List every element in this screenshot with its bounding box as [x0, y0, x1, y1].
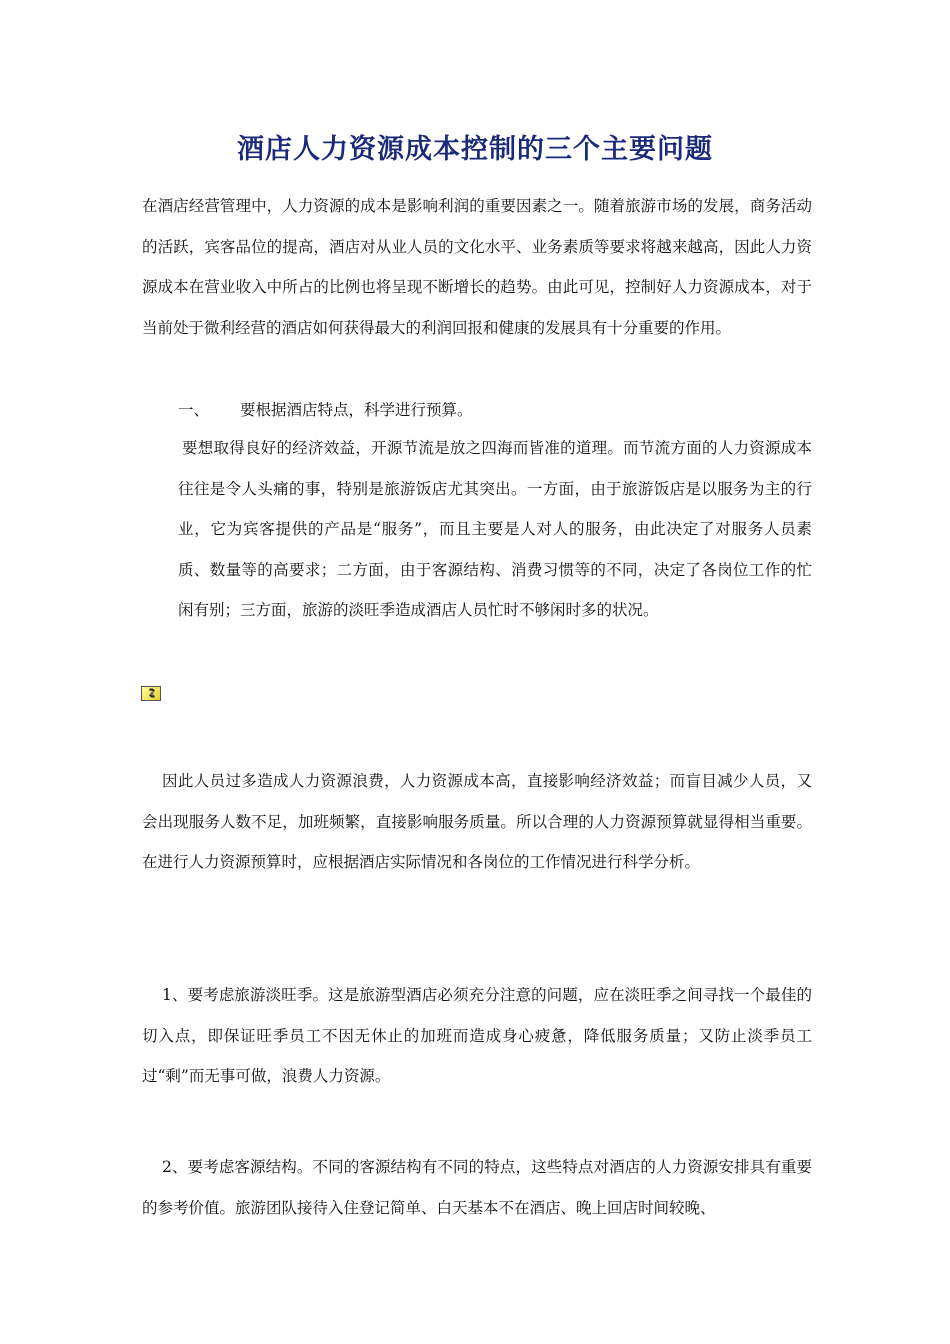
section-heading: [178, 394, 473, 426]
point-2-paragraph: 2、要考虑客源结构。不同的客源结构有不同的特点，这些特点对酒店的人力资源安排具有重要的参考价值。旅游团队接待入住登记简单、白天基本不在酒店、晚上回店时间较晚、: [142, 1158, 812, 1217]
intro-paragraph: 在酒店经营管理中，人力资源的成本是影响利润的重要因素之一。随着旅游市场的发展，商务活动的活跃，宾客品位的提高，酒店对从业人员的文化水平、业务素质等要求将越来越高，因此人力资源成本在营业收入中所占的比例也将呈现不断增长的趋势。由此可见，控制好人力资源成本，对于当前处于微利经营的酒店如何获得最大的利润回报和健康的发展具有十分重要的作用。: [142, 197, 812, 337]
staffing-paragraph: 因此人员过多造成人力资源浪费，人力资源成本高，直接影响经济效益；而盲目减少人员，又会出现服务人数不足，加班频繁，直接影响服务质量。所以合理的人力资源预算就显得相当重要。在进行人力资源预算时，应根据酒店实际情况和各岗位的工作情况进行科学分析。: [142, 772, 812, 871]
point-1-paragraph: 1、要考虑旅游淡旺季。这是旅游型酒店必须充分注意的问题，应在淡旺季之间寻找一个最佳的切入点，即保证旺季员工不因无休止的加班而造成身心疲惫，降低服务质量；又防止淡季员工过“剩”而无事可做，浪费人力资源。: [142, 986, 812, 1085]
document-title: 酒店人力资源成本控制的三个主要问题: [237, 134, 713, 165]
section-number: 一、: [178, 401, 210, 419]
ole-object-icon: [144, 687, 160, 700]
section-heading-text: 要根据酒店特点，科学进行预算。: [240, 401, 473, 419]
section-body-paragraph: 要想取得良好的经济效益，开源节流是放之四海而皆准的道理。而节流方面的人力资源成本往往是令人头痛的事，特别是旅游饭店尤其突出。一方面，由于旅游饭店是以服务为主的行业，它为宾客提供的产品是“服务”，而且主要是人对人的服务，由此决定了对服务人员素质、数量等的高要求；二方面，由于客源结构、消费习惯等的不同，决定了各岗位工作的忙闲有别；三方面，旅游的淡旺季造成酒店人员忙时不够闲时多的状况。: [178, 439, 812, 619]
embedded-object-icon[interactable]: [141, 686, 161, 701]
